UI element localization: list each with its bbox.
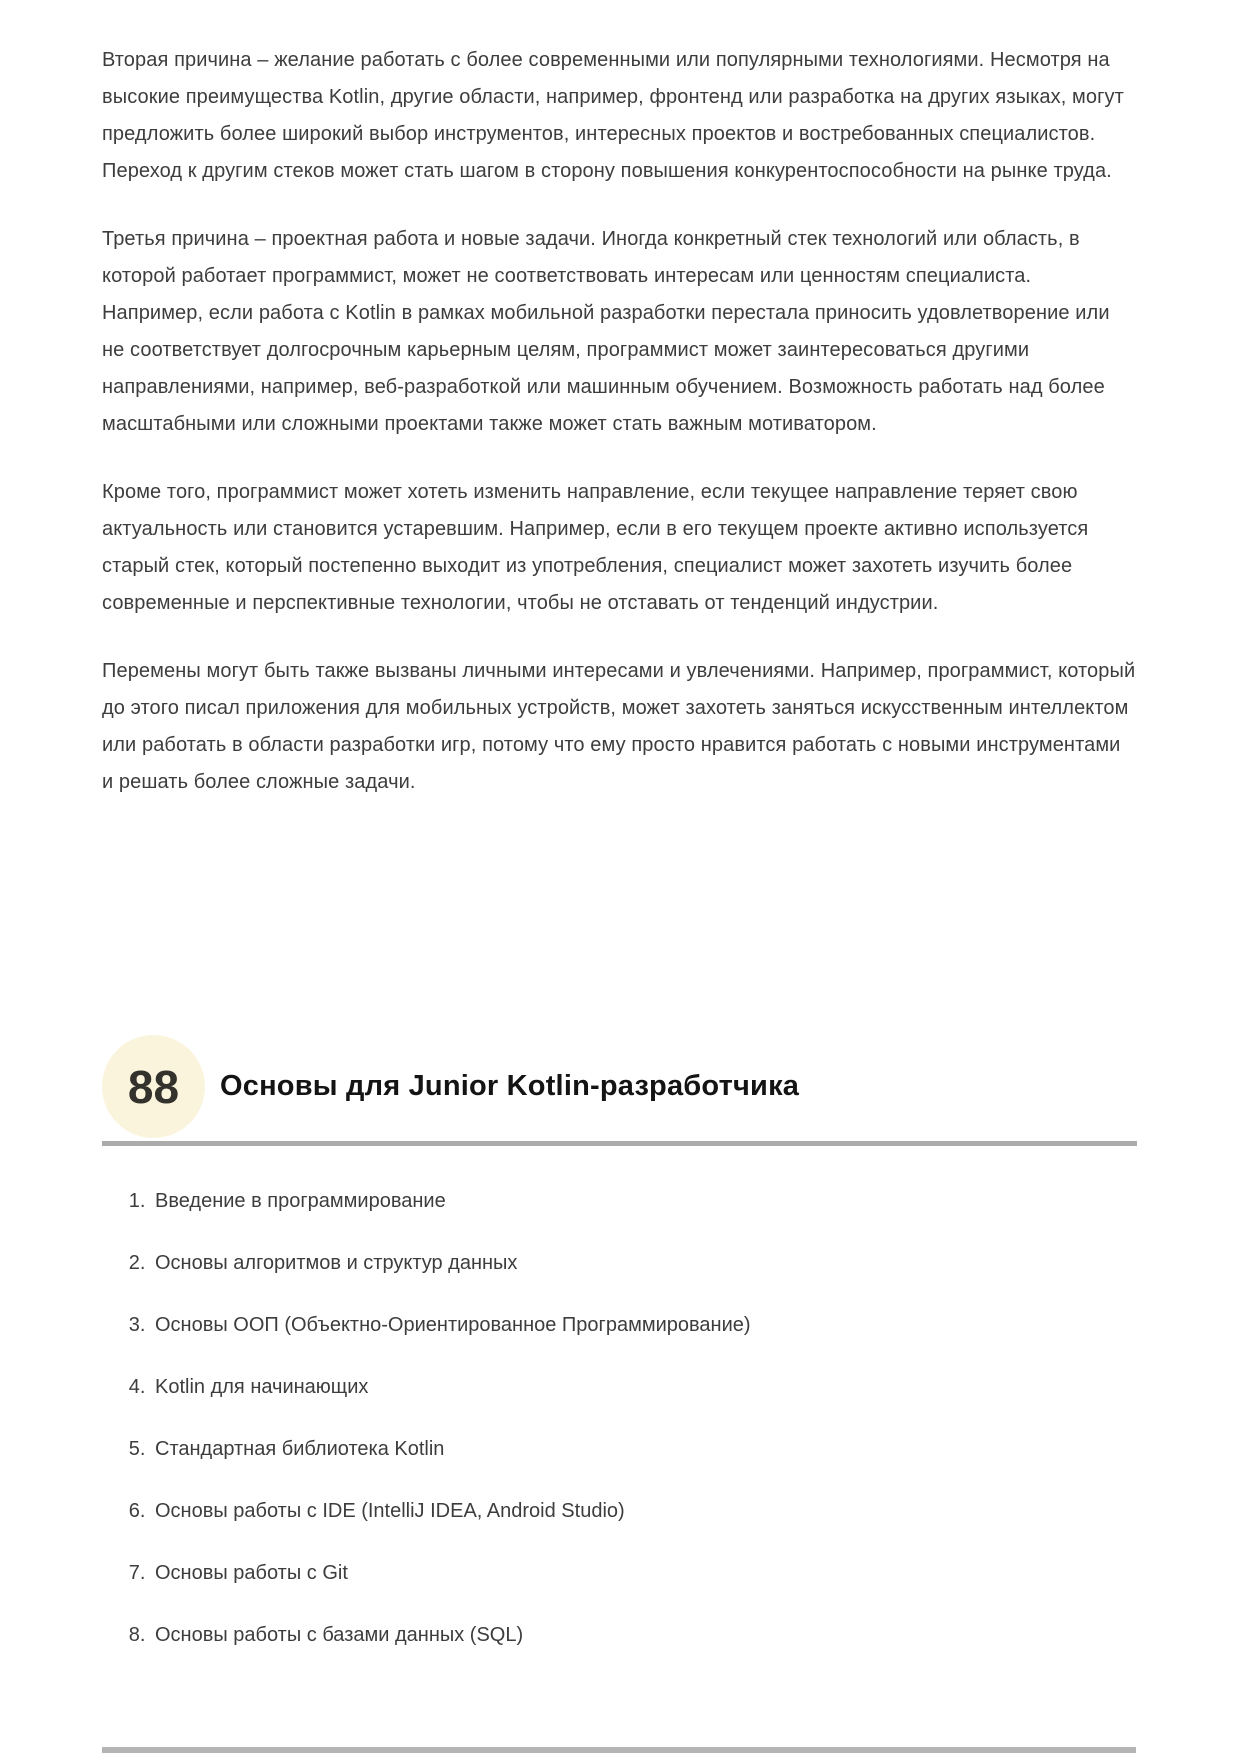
paragraph-third-reason: Третья причина – проектная работа и новые задачи. Иногда конкретный стек технологий или область, в которой работает программист, может не соответствовать интересам или ценностям специалиста. Например, если работа с Kotlin в рамках мобильной разработки перестала приносить удовлетворение или не соответствует долгосрочным карьерным целям, программист может заинтересоваться другими направлениями, например, веб-разработкой или машинным обучением. Возможность работать над более масштабными или сложными проектами также может стать важным мотиватором. [102,228,1110,435]
chapter-title: Основы для Junior Kotlin-разработчика [220,1070,800,1102]
list-item: 7. Основы работы с Git [151,1560,1137,1586]
body-text-block [102,42,1137,801]
paragraph-direction-change: Кроме того, программист может хотеть изменить направление, если текущее направление теряет свою актуальность или становится устаревшим. Например, если в его текущем проекте активно используется старый стек, который постепенно выходит из употребления, специалист может захотеть изучить более современные и перспективные технологии, чтобы не отставать от тенденций индустрии. [102,481,1089,614]
chapter-header [102,1035,1137,1138]
list-item: 1. Введение в программирование [151,1188,1137,1214]
list-item: 3. Основы ООП (Объектно-Ориентированное Программирование) [151,1312,1137,1338]
chapter-outline-list [102,1188,1137,1648]
list-item: 8. Основы работы с базами данных (SQL) [151,1622,1137,1648]
paragraph-personal-interests: Перемены могут быть также вызваны личными интересами и увлечениями. Например, программист, который до этого писал приложения для мобильных устройств, может захотеть заняться искусственным интеллектом или работать в области разработки игр, потому что ему просто нравится работать с новыми инструментами и решать более сложные задачи. [102,660,1136,793]
list-item: 6. Основы работы с IDE (IntelliJ IDEA, Android Studio) [151,1498,1137,1524]
section-divider [102,1141,1137,1146]
list-item: 4. Kotlin для начинающих [151,1374,1137,1400]
list-item: 2. Основы алгоритмов и структур данных [151,1250,1137,1276]
page-bottom-divider [102,1747,1136,1753]
list-item: 5. Стандартная библиотека Kotlin [151,1436,1137,1462]
paragraph-second-reason: Вторая причина – желание работать с более современными или популярными технологиями. Несмотря на высокие преимущества Kotlin, другие области, например, фронтенд или разработка на других языках, могут предложить более широкий выбор инструментов, интересных проектов и востребованных специалистов. Переход к другим стеков может стать шагом в сторону повышения конкурентоспособности на рынке труда. [102,49,1124,182]
chapter-number-badge: 88 [102,1035,205,1138]
